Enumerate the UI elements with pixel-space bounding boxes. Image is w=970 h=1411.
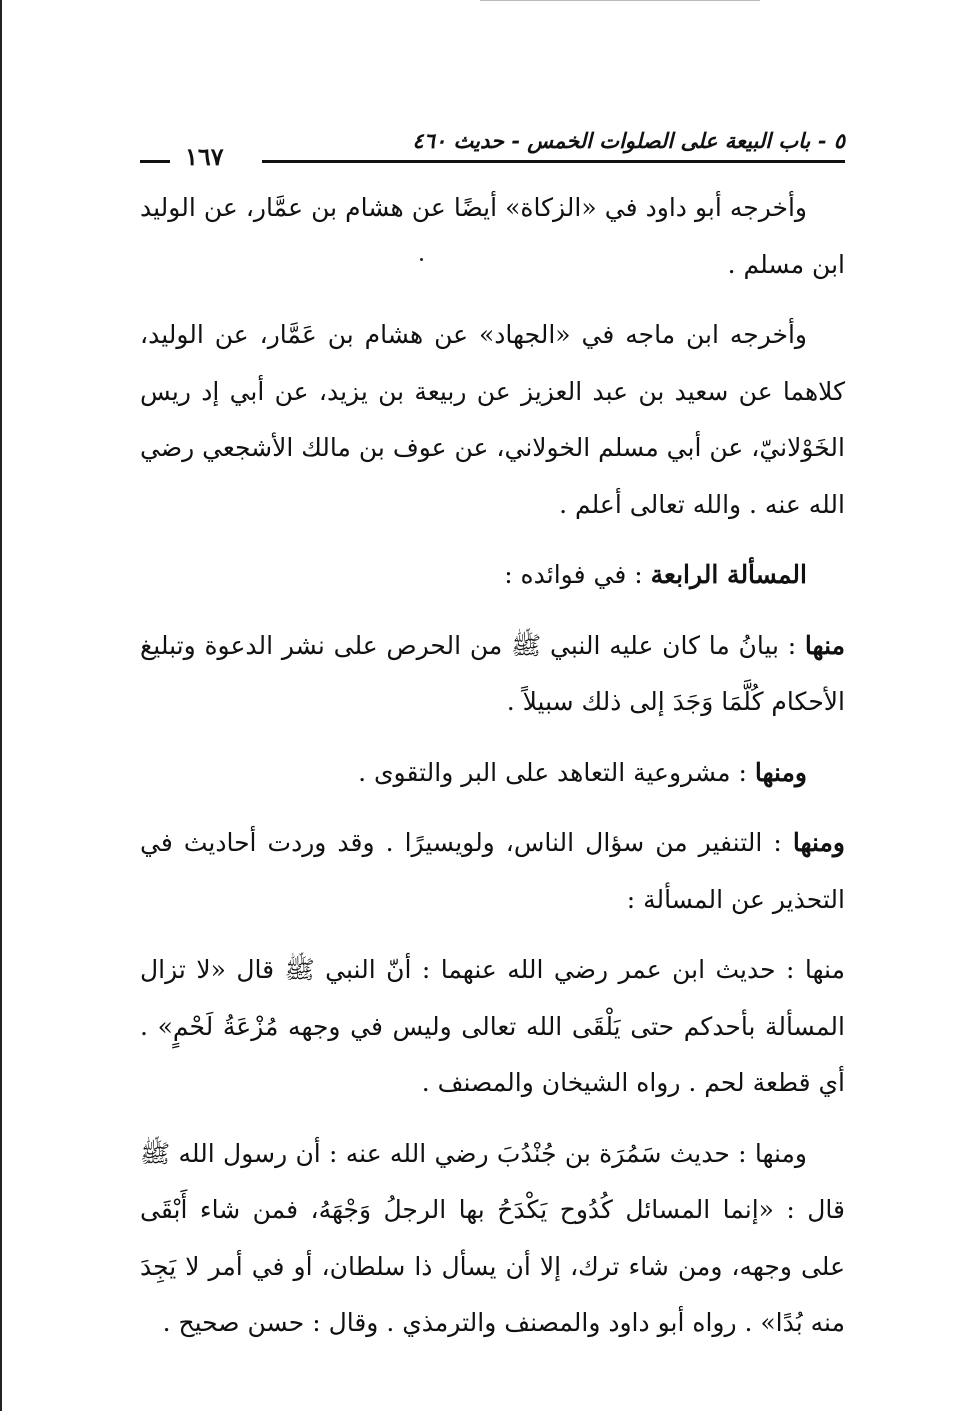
- section-heading-lead: المسألة الرابعة: [650, 560, 807, 589]
- top-scan-line: [480, 0, 760, 1]
- benefit-3-lead: ومنها: [792, 828, 845, 857]
- benefit-2-lead: ومنها: [754, 757, 807, 787]
- paragraph-1: وأخرجه أبو داود في «الزكاة» أيضًا عن هشام بن عمَّار، عن الوليد ابن مسلم .: [140, 193, 845, 279]
- benefit-2: ومنها : مشروعية التعاهد على البر والتقوى .: [358, 757, 807, 787]
- header-title: ٥ - باب البيعة على الصلوات الخمس - حديث ٤٦٠: [412, 128, 845, 153]
- running-header: [140, 120, 845, 172]
- header-dash: [140, 160, 170, 163]
- body-text: [140, 180, 845, 1366]
- benefit-1-lead: منها: [804, 630, 845, 660]
- benefit-1: منها : بيانُ ما كان عليه النبي ﷺ من الحرص على نشر الدعوة وتبليغ الأحكام كُلَّمَا وَجَدَ إلى ذلك سبيلاً .: [140, 630, 845, 716]
- benefit-3: ومنها : التنفير من سؤال الناس، ولويسيرًا . وقد وردت أحاديث في التحذير عن المسألة :: [140, 828, 845, 914]
- section-heading: المسألة الرابعة : في فوائده :: [504, 560, 807, 589]
- page-edge-line: [0, 0, 2, 1411]
- hadith-samura: ومنها : حديث سَمُرَة بن جُنْدُبَ رضي الله عنه : أن رسول الله ﷺ قال : «إنما المسائل كُدُوح يَكْدَحُ بها الرجلُ وَجْهَهُ، فمن شاء أَبْقَى على وجهه، ومن شاء ترك، إلا أن يسأل ذا سلطان، أو في أمر لا يَجِدَ منه بُدًا» . رواه أبو داود والمصنف والترمذي . وقال : حسن صحيح .: [140, 1138, 845, 1337]
- paragraph-2: وأخرجه ابن ماجه في «الجهاد» عن هشام بن عَمَّار، عن الوليد، كلاهما عن سعيد بن عبد العزيز عن ربيعة بن يزيد، عن أبي إد ريس الخَوْلانيّ، عن أبي مسلم الخولاني، عن عوف بن مالك الأشجعي رضي الله عنه . والله تعالى أعلم .: [140, 320, 845, 519]
- header-rule: [262, 160, 845, 163]
- hadith-ibn-umar: منها : حديث ابن عمر رضي الله عنهما : أنّ النبي ﷺ قال «لا تزال المسألة بأحدكم حتى يَلْقَى الله تعالى وليس في وجهه مُزْعَةُ لَحْمٍ» . أي قطعة لحم . رواه الشيخان والمصنف .: [140, 955, 845, 1097]
- page-number: ١٦٧: [185, 142, 224, 171]
